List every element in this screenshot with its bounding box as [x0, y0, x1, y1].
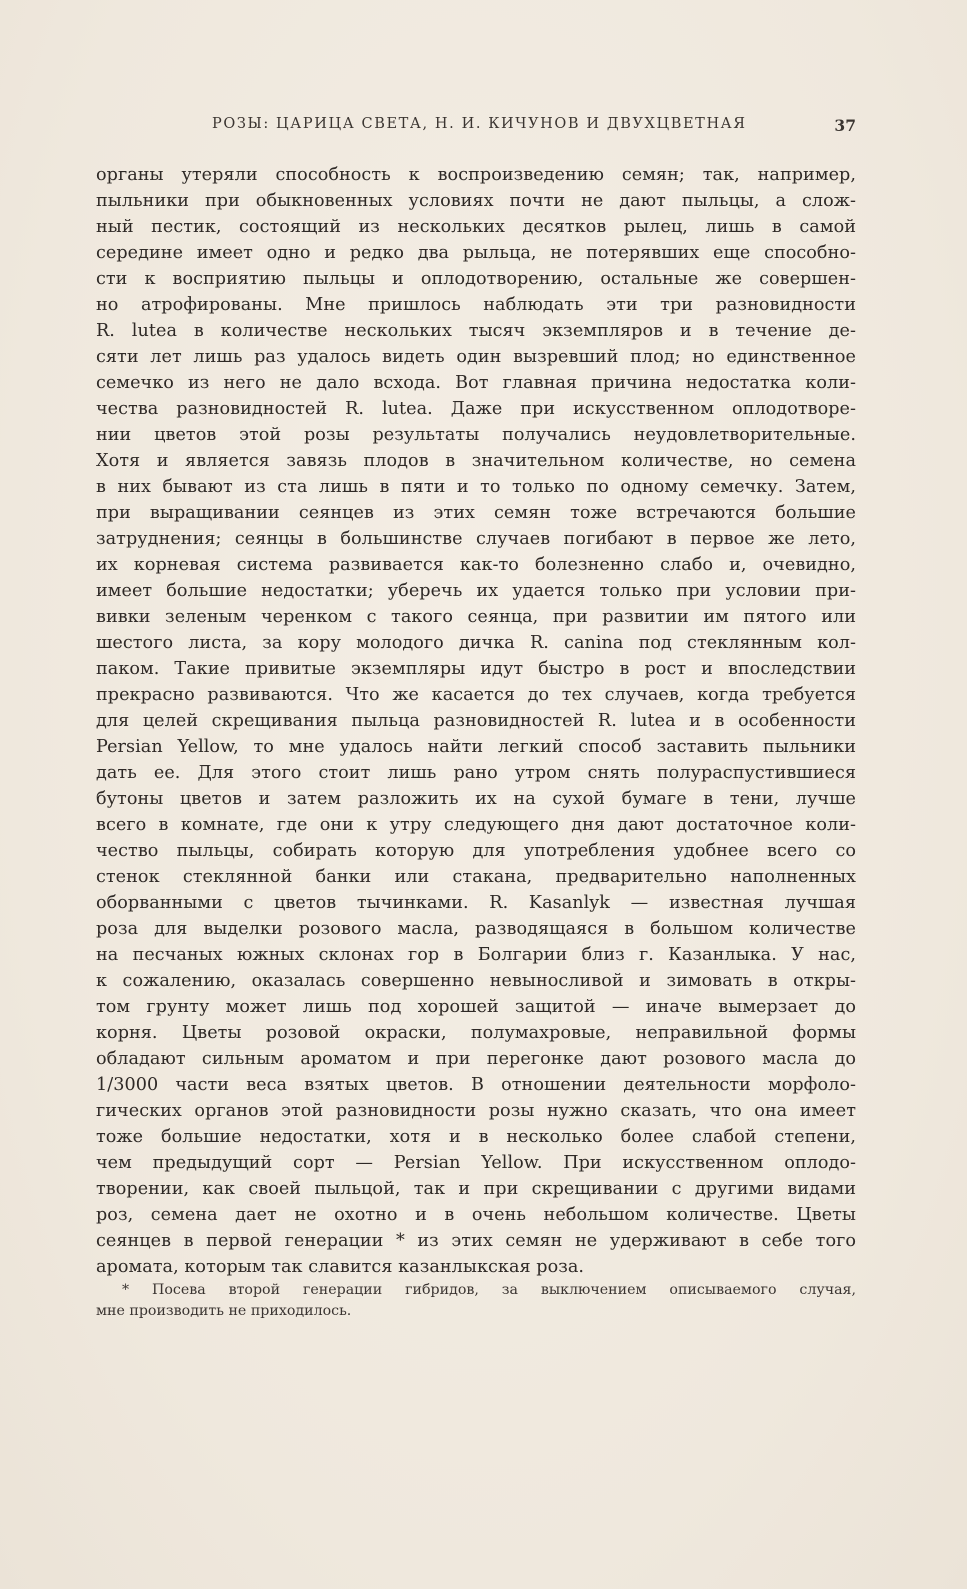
text-line: Persian Yellow, то мне удалось найти легкий способ заставить пыльники [96, 737, 856, 757]
text-line: роз, семена дает не охотно и в очень небольшом количестве. Цветы [96, 1205, 856, 1225]
text-line: аромата, которым так славится казанлыкская роза. [96, 1257, 585, 1277]
text-line: на песчаных южных склонах гор в Болгарии близ г. Казанлыка. У нас, [96, 945, 856, 965]
text-line: бутоны цветов и затем разложить их на сухой бумаге в тени, лучше [96, 789, 856, 809]
text-line: шестого листа, за кору молодого дичка R. canina под стеклянным кол- [96, 633, 856, 653]
text-line: всего в комнате, где они к утру следующего дня дают достаточное коли- [96, 815, 856, 835]
text-line: в них бывают из ста лишь в пяти и то только по одному семечку. Затем, [96, 477, 856, 497]
text-line: гических органов этой разновидности розы нужно сказать, что она имеет [96, 1101, 856, 1121]
text-line: творении, как своей пыльцой, так и при скрещивании с другими видами [96, 1179, 856, 1199]
text-line: ный пестик, состоящий из нескольких десятков рылец, лишь в самой [96, 217, 856, 237]
text-line: но атрофированы. Мне пришлось наблюдать эти три разновидности [96, 295, 856, 315]
body-text [96, 162, 856, 1280]
text-line: семечко из него не дало всхода. Вот главная причина недостатка коли- [96, 373, 856, 393]
text-line: чество пыльцы, собирать которую для употребления удобнее всего со [96, 841, 856, 861]
text-line: вивки зеленым черенком с такого сеянца, при развитии им пятого или [96, 607, 856, 627]
running-head [96, 116, 856, 138]
text-line: корня. Цветы розовой окраски, полумахровые, неправильной формы [96, 1023, 856, 1043]
text-line: пыльники при обыкновенных условиях почти не дают пыльцы, а слож- [96, 191, 856, 211]
text-line: имеет большие недостатки; уберечь их удается только при условии при- [96, 581, 856, 601]
text-line: стенок стеклянной банки или стакана, предварительно наполненных [96, 867, 856, 887]
text-line: сеянцев в первой генерации * из этих семян не удерживают в себе того [96, 1231, 856, 1251]
text-line: их корневая система развивается как-то болезненно слабо и, очевидно, [96, 555, 856, 575]
text-line: паком. Такие привитые экземпляры идут быстро в рост и впоследствии [96, 659, 856, 679]
text-line: дать ее. Для этого стоит лишь рано утром снять полураспустившиеся [96, 763, 856, 783]
text-line: для целей скрещивания пыльца разновидностей R. lutea и в особенности [96, 711, 856, 731]
footnote [96, 1280, 856, 1322]
text-line: середине имеет одно и редко два рыльца, не потерявших еще способно- [96, 243, 856, 263]
page-number: 37 [834, 116, 856, 135]
text-line: прекрасно развиваются. Что же касается до тех случаев, когда требуется [96, 685, 856, 705]
text-line: чества разновидностей R. lutea. Даже при искусственном оплодотворе- [96, 399, 856, 419]
text-line: чем предыдущий сорт — Persian Yellow. При искусственном оплодо- [96, 1153, 856, 1173]
text-line: том грунту может лишь под хорошей защитой — иначе вымерзает до [96, 997, 856, 1017]
text-line: обладают сильным ароматом и при перегонке дают розового масла до [96, 1049, 856, 1069]
text-line: 1/3000 части веса взятых цветов. В отношении деятельности морфоло- [96, 1075, 856, 1095]
text-line: тоже большие недостатки, хотя и в несколько более слабой степени, [96, 1127, 856, 1147]
footnote-line: * Посева второй генерации гибридов, за выключением описываемого случая, [122, 1282, 856, 1298]
text-line: сти к восприятию пыльцы и оплодотворению, остальные же совершен- [96, 269, 856, 289]
text-line: затруднения; сеянцы в большинстве случаев погибают в первое же лето, [96, 529, 856, 549]
text-line: Хотя и является завязь плодов в значительном количестве, но семена [96, 451, 856, 471]
running-title: РОЗЫ: ЦАРИЦА СВЕТА, Н. И. КИЧУНОВ И ДВУХЦВЕТНАЯ [212, 116, 747, 132]
text-line: роза для выделки розового масла, разводящаяся в большом количестве [96, 919, 856, 939]
text-line: органы утеряли способность к воспроизведению семян; так, например, [96, 165, 856, 185]
text-line: при выращивании сеянцев из этих семян тоже встречаются большие [96, 503, 856, 523]
text-line: сяти лет лишь раз удалось видеть один вызревший плод; но единственное [96, 347, 856, 367]
text-line: нии цветов этой розы результаты получались неудовлетворительные. [96, 425, 856, 445]
text-line: R. lutea в количестве нескольких тысяч экземпляров и в течение де- [96, 321, 856, 341]
text-line: оборванными с цветов тычинками. R. Kasanlyk — известная лучшая [96, 893, 856, 913]
footnote-line: мне производить не приходилось. [96, 1303, 352, 1319]
text-line: к сожалению, оказалась совершенно невыносливой и зимовать в откры- [96, 971, 856, 991]
